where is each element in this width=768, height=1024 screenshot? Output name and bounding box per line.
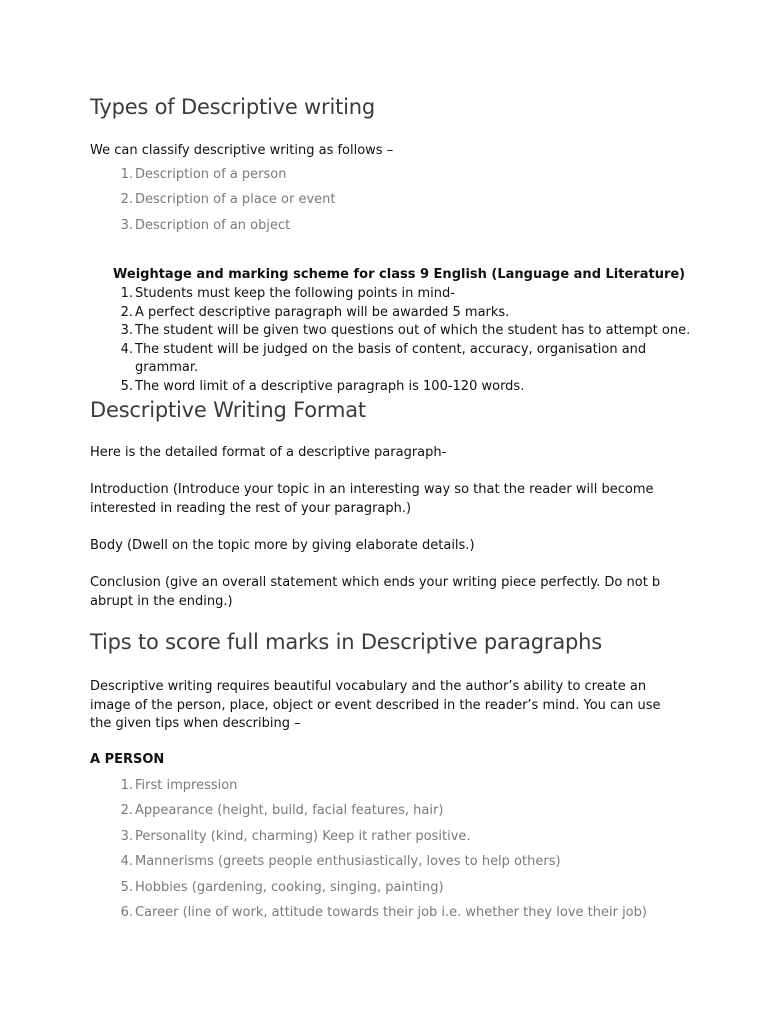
tips-intro: Descriptive writing requires beautiful vocabulary and the author’s ability to create an image of the person, place, object or event described in the reader’s mind. You can use the given tips when describing – [90,679,661,731]
list-item [113,378,673,397]
heading-format: Descriptive Writing Format [90,398,366,422]
weightage-list [113,285,691,396]
list-item-text: The student will be given two questions out of which the student has to attempt one. [135,323,691,338]
list-item [113,285,673,304]
list-item-text: Description of an object [135,217,291,233]
list-number: 3. [120,828,133,844]
list-item-text: The student will be judged on the basis of content, accuracy, organisation and grammar. [135,341,647,375]
heading-tips: Tips to score full marks in Descriptive paragraphs [90,630,603,654]
list-item-text: First impression [135,778,238,793]
format-introduction: Introduction (Introduce your topic in an interesting way so that the reader will become interested in reading the rest of your paragraph.) [90,482,654,516]
list-item-text: Description of a person [135,167,287,182]
list-item-text: The word limit of a descriptive paragraph is 100-120 words. [135,378,525,394]
list-number: 2. [120,192,133,208]
list-number: 4. [120,341,133,357]
types-intro: We can classify descriptive writing as follows – [90,143,394,158]
list-number: 3. [120,323,133,338]
list-item-text: Mannerisms (greets people enthusiastically, loves to help others) [135,854,561,870]
list-item-text: Personality (kind, charming) Keep it rather positive. [135,828,471,844]
list-number: 1. [120,167,133,182]
list-number: 1. [120,778,133,793]
list-number: 3. [120,217,133,233]
list-number: 5. [120,378,133,394]
list-number: 2. [120,803,133,819]
list-item-text: A perfect descriptive paragraph will be awarded 5 marks. [135,304,510,320]
heading-types: Types of Descriptive writing [90,95,375,119]
format-body: Body (Dwell on the topic more by giving elaborate details.) [90,538,475,553]
format-intro: Here is the detailed format of a descriptive paragraph- [90,445,447,460]
list-item-text: Students must keep the following points in mind- [135,286,455,301]
list-item [113,304,673,323]
list-number: 4. [120,854,133,870]
list-item-text: Appearance (height, build, facial features, hair) [135,803,444,819]
list-number: 6. [120,904,133,920]
list-item-text: Hobbies (gardening, cooking, singing, painting) [135,879,444,895]
list-item-text: Description of a place or event [135,192,336,208]
format-conclusion: Conclusion (give an overall statement which ends your writing piece perfectly. Do not b abrupt in the ending.) [90,575,661,609]
list-number: 2. [120,304,133,320]
list-number: 1. [120,286,133,301]
weightage-title: Weightage and marking scheme for class 9 English (Language and Literature) [113,267,686,282]
list-item [113,341,673,378]
list-item-text: Career (line of work, attitude towards their job i.e. whether they love their job) [135,904,647,920]
list-item [113,322,691,341]
list-number: 5. [120,879,133,895]
person-label: A PERSON [90,752,165,767]
